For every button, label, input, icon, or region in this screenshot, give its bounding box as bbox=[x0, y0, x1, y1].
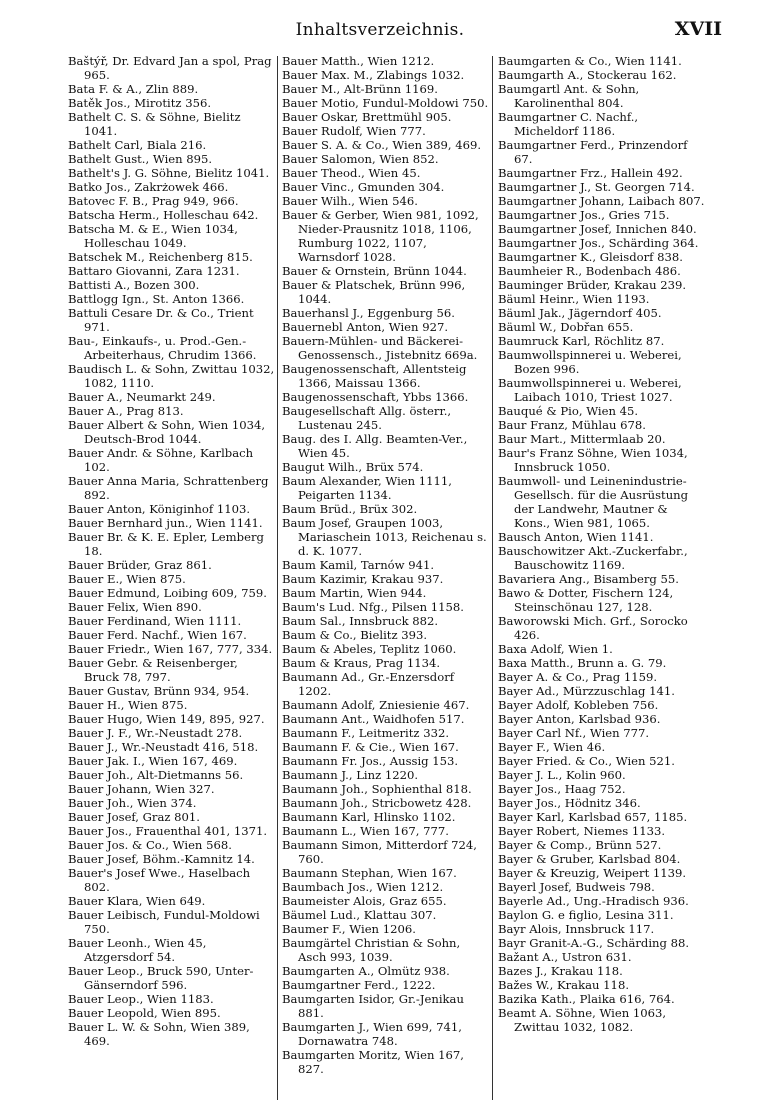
index-entry: Baumgarten & Co., Wien 1141. bbox=[498, 54, 682, 68]
index-column-1 bbox=[68, 54, 276, 1048]
index-entry: Bauerhansl J., Eggenburg 56. bbox=[282, 306, 455, 320]
column-divider bbox=[277, 56, 278, 1100]
index-entry: Bauer Joh., Alt-Dietmanns 56. bbox=[68, 768, 244, 782]
index-entry: Baumruck Karl, Röchlitz 87. bbox=[498, 334, 665, 348]
index-entry: Baumann Fr. Jos., Aussig 153. bbox=[282, 754, 459, 768]
index-entry: Baumann Adolf, Zniesienie 467. bbox=[282, 698, 470, 712]
index-entry: Bayer & Kreuzig, Weipert 1139. bbox=[498, 866, 687, 880]
index-entry: Baumgärtel Christian & Sohn, Asch 993, 1039. bbox=[282, 936, 461, 964]
index-entry: Bauer Gustav, Brünn 934, 954. bbox=[68, 684, 250, 698]
index-entry: Bauer Klara, Wien 649. bbox=[68, 894, 206, 908]
index-entry: Bauer Felix, Wien 890. bbox=[68, 600, 202, 614]
index-entry: Battlogg Ign., St. Anton 1366. bbox=[68, 292, 245, 306]
index-entry: Baum Josef, Graupen 1003, Mariaschein 1013, Reichenau s. d. K. 1077. bbox=[282, 516, 487, 558]
index-entry: Bavariera Ang., Bisamberg 55. bbox=[498, 572, 679, 586]
index-entry: Baumgartner J., St. Georgen 714. bbox=[498, 180, 695, 194]
index-entry: Bauer Oskar, Brettmühl 905. bbox=[282, 110, 452, 124]
index-entry: Baumbach Jos., Wien 1212. bbox=[282, 880, 444, 894]
index-entry: Bauer Leonh., Wien 45, Atzgersdorf 54. bbox=[68, 936, 207, 964]
index-entry: Baumann F., Leitmeritz 332. bbox=[282, 726, 450, 740]
index-entry: Bauer Jak. I., Wien 167, 469. bbox=[68, 754, 238, 768]
index-entry: Bathelt's J. G. Söhne, Bielitz 1041. bbox=[68, 166, 270, 180]
index-entry: Bauer & Platschek, Brünn 996, 1044. bbox=[282, 278, 466, 306]
index-entry: Bayer Carl Nf., Wien 777. bbox=[498, 726, 650, 740]
index-entry: Bauer Leopold, Wien 895. bbox=[68, 1006, 221, 1020]
index-entry: Bauer Jos., Frauenthal 401, 1371. bbox=[68, 824, 268, 838]
index-entry: Bayerl Josef, Budweis 798. bbox=[498, 880, 655, 894]
index-entry: Baumwollspinnerei u. Weberei, Bozen 996. bbox=[498, 348, 682, 376]
index-entry: Baugenossenschaft, Ybbs 1366. bbox=[282, 390, 469, 404]
index-entry: Baug. des I. Allg. Beamten-Ver., Wien 45. bbox=[282, 432, 468, 460]
index-entry: Batovec F. B., Prag 949, 966. bbox=[68, 194, 239, 208]
index-entry: Bayer J. L., Kolin 960. bbox=[498, 768, 626, 782]
page-header bbox=[0, 14, 760, 44]
index-entry: Bauern-Mühlen- und Bäckerei-Genossensch., Jistebnitz 669a. bbox=[282, 334, 478, 362]
index-entry: Bauer S. A. & Co., Wien 389, 469. bbox=[282, 138, 482, 152]
index-entry: Bayerle Ad., Ung.-Hradisch 936. bbox=[498, 894, 689, 908]
index-entry: Bauer Matth., Wien 1212. bbox=[282, 54, 435, 68]
index-entry: Bayer Jos., Haag 752. bbox=[498, 782, 626, 796]
index-entry: Bayer & Comp., Brünn 527. bbox=[498, 838, 662, 852]
index-entry: Baumeister Alois, Graz 655. bbox=[282, 894, 447, 908]
index-entry: Bausch Anton, Wien 1141. bbox=[498, 530, 654, 544]
index-entry: Baugut Wilh., Brüx 574. bbox=[282, 460, 424, 474]
index-entry: Bazes J., Krakau 118. bbox=[498, 964, 623, 978]
index-entry: Baumgartner Jos., Gries 715. bbox=[498, 208, 670, 222]
index-entry: Baumann Joh., Stricbowetz 428. bbox=[282, 796, 472, 810]
index-entry: Baumann Simon, Mitterdorf 724, 760. bbox=[282, 838, 477, 866]
index-entry: Bauer Anton, Königinhof 1103. bbox=[68, 502, 251, 516]
index-entry: Bayer Adolf, Kobleben 756. bbox=[498, 698, 659, 712]
index-entry: Baumann F. & Cie., Wien 167. bbox=[282, 740, 459, 754]
index-entry: Bauer Motio, Fundul-Moldowi 750. bbox=[282, 96, 489, 110]
index-entry: Bäuml Jak., Jägerndorf 405. bbox=[498, 306, 662, 320]
index-entry: Bauer J., Wr.-Neustadt 416, 518. bbox=[68, 740, 259, 754]
index-entry: Baum & Co., Bielitz 393. bbox=[282, 628, 428, 642]
index-entry: Baumwollspinnerei u. Weberei, Laibach 1010, Triest 1027. bbox=[498, 376, 682, 404]
index-entry: Baugesellschaft Allg. österr., Lustenau 245. bbox=[282, 404, 452, 432]
index-entry: Bäuml Heinr., Wien 1193. bbox=[498, 292, 650, 306]
index-entry: Batěk Jos., Mirotitz 356. bbox=[68, 96, 212, 110]
index-entry: Bauer Leibisch, Fundul-Moldowi 750. bbox=[68, 908, 260, 936]
index-entry: Bauer E., Wien 875. bbox=[68, 572, 186, 586]
index-entry: Baumgartner C. Nachf., Micheldorf 1186. bbox=[498, 110, 639, 138]
index-entry: Baylon G. e figlio, Lesina 311. bbox=[498, 908, 674, 922]
index-entry: Baum Brüd., Brüx 302. bbox=[282, 502, 418, 516]
index-entry: Bauer Jos. & Co., Wien 568. bbox=[68, 838, 232, 852]
index-entry: Baur Franz, Mühlau 678. bbox=[498, 418, 646, 432]
index-entry: Bauernebl Anton, Wien 927. bbox=[282, 320, 449, 334]
index-entry: Batscha M. & E., Wien 1034, Holleschau 1049. bbox=[68, 222, 238, 250]
index-entry: Bayer Robert, Niemes 1133. bbox=[498, 824, 666, 838]
index-entry: Baum's Lud. Nfg., Pilsen 1158. bbox=[282, 600, 464, 614]
index-entry: Bauer A., Neumarkt 249. bbox=[68, 390, 216, 404]
index-entry: Batko Jos., Zakrżowek 466. bbox=[68, 180, 229, 194]
index-entry: Baumheier R., Bodenbach 486. bbox=[498, 264, 681, 278]
index-entry: Bauer & Ornstein, Brünn 1044. bbox=[282, 264, 467, 278]
index-entry: Baumgartner K., Gleisdorf 838. bbox=[498, 250, 683, 264]
index-entry: Bayer Jos., Hödnitz 346. bbox=[498, 796, 641, 810]
index-entry: Bauer Josef, Böhm.-Kamnitz 14. bbox=[68, 852, 255, 866]
index-entry: Bathelt Carl, Biala 216. bbox=[68, 138, 207, 152]
index-entry: Bata F. & A., Zlin 889. bbox=[68, 82, 199, 96]
index-entry: Bayer Karl, Karlsbad 657, 1185. bbox=[498, 810, 688, 824]
index-entry: Bauschowitzer Akt.-Zuckerfabr., Bauschowitz 1169. bbox=[498, 544, 688, 572]
index-entry: Baumann J., Linz 1220. bbox=[282, 768, 419, 782]
index-entry: Bažant A., Ustron 631. bbox=[498, 950, 632, 964]
index-entry: Baumann L., Wien 167, 777. bbox=[282, 824, 449, 838]
index-entry: Bauer Johann, Wien 327. bbox=[68, 782, 215, 796]
index-entry: Bauer Albert & Sohn, Wien 1034, Deutsch-Brod 1044. bbox=[68, 418, 266, 446]
index-entry: Baumgartner Ferd., 1222. bbox=[282, 978, 436, 992]
index-entry: Bayer A. & Co., Prag 1159. bbox=[498, 670, 658, 684]
index-entry: Bauer Bernhard jun., Wien 1141. bbox=[68, 516, 263, 530]
index-entry: Bauer Brüder, Graz 861. bbox=[68, 558, 212, 572]
index-entry: Baudisch L. & Sohn, Zwittau 1032, 1082, 1110. bbox=[68, 362, 275, 390]
index-entry: Baumgarten A., Olmütz 938. bbox=[282, 964, 450, 978]
index-entry: Baumgarth A., Stockerau 162. bbox=[498, 68, 677, 82]
index-entry: Batschek M., Reichenberg 815. bbox=[68, 250, 253, 264]
index-entry: Baur Mart., Mittermlaab 20. bbox=[498, 432, 666, 446]
index-entry: Baum Kazimir, Krakau 937. bbox=[282, 572, 444, 586]
index-entry: Bauer Ferd. Nachf., Wien 167. bbox=[68, 628, 247, 642]
index-entry: Bauer Wilh., Wien 546. bbox=[282, 194, 418, 208]
index-entry: Bažes W., Krakau 118. bbox=[498, 978, 630, 992]
index-entry: Bauminger Brüder, Krakau 239. bbox=[498, 278, 687, 292]
index-entry: Baumann Karl, Hlinsko 1102. bbox=[282, 810, 456, 824]
index-entry: Bazika Kath., Plaika 616, 764. bbox=[498, 992, 675, 1006]
index-entry: Bauer Theod., Wien 45. bbox=[282, 166, 421, 180]
index-entry: Bawo & Dotter, Fischern 124, Steinschönau 127, 128. bbox=[498, 586, 674, 614]
index-entry: Bayer Ad., Mürzzuschlag 141. bbox=[498, 684, 675, 698]
index-entry: Bauer Hugo, Wien 149, 895, 927. bbox=[68, 712, 265, 726]
index-entry: Bauer M., Alt-Brünn 1169. bbox=[282, 82, 438, 96]
index-entry: Baxa Matth., Brunn a. G. 79. bbox=[498, 656, 667, 670]
column-divider bbox=[492, 56, 493, 1100]
index-entry: Baumgartner Frz., Hallein 492. bbox=[498, 166, 683, 180]
index-entry: Baum & Kraus, Prag 1134. bbox=[282, 656, 441, 670]
index-entry: Bauer Josef, Graz 801. bbox=[68, 810, 200, 824]
index-entry: Baumgartner Josef, Innichen 840. bbox=[498, 222, 697, 236]
index-entry: Bäumel Lud., Klattau 307. bbox=[282, 908, 437, 922]
index-entry: Baumann Ad., Gr.-Enzersdorf 1202. bbox=[282, 670, 455, 698]
index-entry: Beamt A. Söhne, Wien 1063, Zwittau 1032, 1082. bbox=[498, 1006, 667, 1034]
index-entry: Bäuml W., Dobřan 655. bbox=[498, 320, 634, 334]
index-column-3 bbox=[498, 54, 706, 1034]
index-entry: Baum Sal., Innsbruck 882. bbox=[282, 614, 439, 628]
index-entry: Baum Kamil, Tarnów 941. bbox=[282, 558, 435, 572]
index-entry: Bauer Max. M., Zlabings 1032. bbox=[282, 68, 465, 82]
index-entry: Bauer Leop., Wien 1183. bbox=[68, 992, 214, 1006]
index-entry: Bayer F., Wien 46. bbox=[498, 740, 606, 754]
index-entry: Bauer Salomon, Wien 852. bbox=[282, 152, 439, 166]
index-entry: Bauer Joh., Wien 374. bbox=[68, 796, 197, 810]
index-entry: Bauer Br. & K. E. Epler, Lemberg 18. bbox=[68, 530, 264, 558]
index-entry: Bayer Fried. & Co., Wien 521. bbox=[498, 754, 675, 768]
index-entry: Battaro Giovanni, Zara 1231. bbox=[68, 264, 240, 278]
index-entry: Bauer Gebr. & Reisenberger, Bruck 78, 797. bbox=[68, 656, 238, 684]
index-entry: Baumgartner Jos., Schärding 364. bbox=[498, 236, 699, 250]
index-entry: Bayer & Gruber, Karlsbad 804. bbox=[498, 852, 681, 866]
index-entry: Baumgarten J., Wien 699, 741, Dornawatra 748. bbox=[282, 1020, 462, 1048]
index-entry: Bauqué & Pio, Wien 45. bbox=[498, 404, 639, 418]
index-entry: Bauer's Josef Wwe., Haselbach 802. bbox=[68, 866, 251, 894]
index-entry: Baumgartner Johann, Laibach 807. bbox=[498, 194, 705, 208]
index-entry: Bauer Anna Maria, Schrattenberg 892. bbox=[68, 474, 269, 502]
index-entry: Bauer Edmund, Loibing 609, 759. bbox=[68, 586, 267, 600]
index-entry: Bathelt Gust., Wien 895. bbox=[68, 152, 213, 166]
index-entry: Baumgartner Ferd., Prinzendorf 67. bbox=[498, 138, 688, 166]
index-entry: Bathelt C. S. & Söhne, Bielitz 1041. bbox=[68, 110, 241, 138]
index-column-2 bbox=[282, 54, 490, 1076]
index-entry: Bauer Friedr., Wien 167, 777, 334. bbox=[68, 642, 273, 656]
index-entry: Bauer H., Wien 875. bbox=[68, 698, 188, 712]
index-entry: Baum Martin, Wien 944. bbox=[282, 586, 427, 600]
index-entry: Baumann Ant., Waidhofen 517. bbox=[282, 712, 465, 726]
index-entry: Bauer Vinc., Gmunden 304. bbox=[282, 180, 445, 194]
index-entry: Bauer Rudolf, Wien 777. bbox=[282, 124, 426, 138]
index-entry: Baugenossenschaft, Allentsteig 1366, Maissau 1366. bbox=[282, 362, 467, 390]
index-entry: Baumann Stephan, Wien 167. bbox=[282, 866, 457, 880]
index-entry: Baum Alexander, Wien 1111, Peigarten 1134. bbox=[282, 474, 452, 502]
index-entry: Battisti A., Bozen 300. bbox=[68, 278, 200, 292]
index-entry: Baum & Abeles, Teplitz 1060. bbox=[282, 642, 457, 656]
index-entry: Bayr Granit-A.-G., Schärding 88. bbox=[498, 936, 690, 950]
index-entry: Bauer L. W. & Sohn, Wien 389, 469. bbox=[68, 1020, 250, 1048]
page-title: Inhaltsverzeichnis. bbox=[295, 20, 465, 40]
index-entry: Bauer Ferdinand, Wien 1111. bbox=[68, 614, 242, 628]
index-entry: Baworowski Mich. Grf., Sorocko 426. bbox=[498, 614, 688, 642]
index-entry: Baumwoll- und Leinenindustrie-Gesellsch. für die Ausrüstung der Landwehr, Mautner & Kons., Wien 981, 1065. bbox=[498, 474, 689, 530]
index-entry: Baumer F., Wien 1206. bbox=[282, 922, 416, 936]
index-entry: Battuli Cesare Dr. & Co., Trient 971. bbox=[68, 306, 254, 334]
index-entry: Baumgarten Moritz, Wien 167, 827. bbox=[282, 1048, 464, 1076]
index-entry: Bayr Alois, Innsbruck 117. bbox=[498, 922, 655, 936]
index-entry: Bauer A., Prag 813. bbox=[68, 404, 184, 418]
page-number: XVII bbox=[674, 18, 722, 40]
index-entry: Bauer Leop., Bruck 590, Unter-Gänserndorf 596. bbox=[68, 964, 254, 992]
index-entry: Baumgarten Isidor, Gr.-Jenikau 881. bbox=[282, 992, 464, 1020]
index-entry: Bauer J. F., Wr.-Neustadt 278. bbox=[68, 726, 243, 740]
index-entry: Bau-, Einkaufs-, u. Prod.-Gen.-Arbeiterhaus, Chrudim 1366. bbox=[68, 334, 257, 362]
index-entry: Baur's Franz Söhne, Wien 1034, Innsbruck 1050. bbox=[498, 446, 688, 474]
index-entry: Baštýř, Dr. Edvard Jan a spol, Prag 965. bbox=[68, 54, 272, 82]
index-entry: Baxa Adolf, Wien 1. bbox=[498, 642, 613, 656]
index-entry: Bauer Andr. & Söhne, Karlbach 102. bbox=[68, 446, 254, 474]
index-entry: Batscha Herm., Holleschau 642. bbox=[68, 208, 259, 222]
index-entry: Baumann Joh., Sophienthal 818. bbox=[282, 782, 472, 796]
index-entry: Baumgartl Ant. & Sohn, Karolinenthal 804. bbox=[498, 82, 640, 110]
index-entry: Bauer & Gerber, Wien 981, 1092, Nieder-Prausnitz 1018, 1106, Rumburg 1022, 1107, Warnsdorf 1028. bbox=[282, 208, 479, 264]
index-entry: Bayer Anton, Karlsbad 936. bbox=[498, 712, 661, 726]
